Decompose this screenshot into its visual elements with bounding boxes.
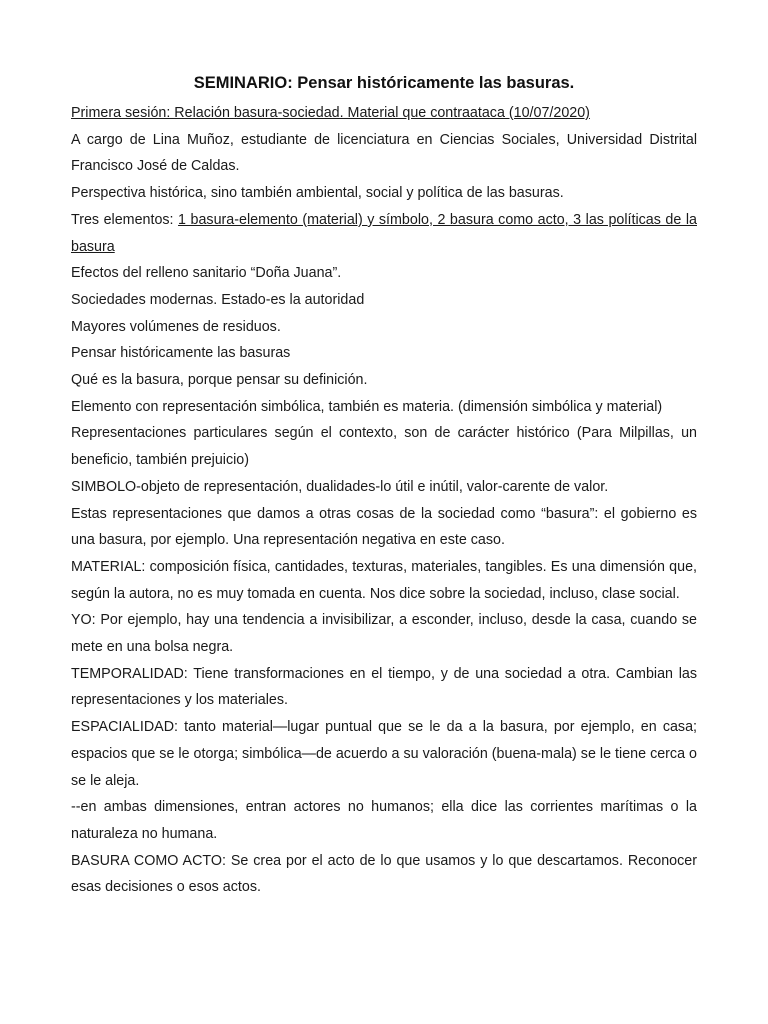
note-paragraph: Qué es la basura, porque pensar su definición. xyxy=(71,372,368,389)
elements-line xyxy=(71,207,697,260)
note-paragraph: Sociedades modernas. Estado-es la autoridad xyxy=(71,291,365,308)
note-paragraph: Estas representaciones que damos a otras cosas de la sociedad como “basura”: el gobierno es una basura, por ejemplo. Una representación negativa en este caso. xyxy=(71,505,697,549)
elements-prefix: Tres elementos: xyxy=(71,211,179,228)
note-paragraph: MATERIAL: composición física, cantidades, texturas, materiales, tangibles. Es una dimensión que, según la autora, no es muy tomada en cuenta. Nos dice sobre la sociedad, incluso, clase social. xyxy=(71,558,697,602)
note-paragraph: YO: Por ejemplo, hay una tendencia a invisibilizar, a esconder, incluso, desde la casa, cuando se mete en una bolsa negra. xyxy=(71,612,697,656)
note-paragraph: TEMPORALIDAD: Tiene transformaciones en el tiempo, y de una sociedad a otra. Cambian las representaciones y los materiales. xyxy=(71,665,697,709)
document-title: SEMINARIO: Pensar históricamente las basuras. xyxy=(193,74,575,92)
elements-list: 1 basura-elemento (material) y símbolo, 2 basura como acto, 3 las políticas de la basura xyxy=(71,211,697,255)
session-header: Primera sesión: Relación basura-sociedad. Material que contraataca (10/07/2020) xyxy=(71,105,590,121)
note-paragraph: BASURA COMO ACTO: Se crea por el acto de lo que usamos y lo que descartamos. Reconocer esas decisiones o esos actos. xyxy=(71,852,697,896)
note-paragraph: --en ambas dimensiones, entran actores no humanos; ella dice las corrientes marítimas o la naturaleza no humana. xyxy=(71,799,697,842)
perspective-line: Perspectiva histórica, sino también ambiental, social y política de las basuras. xyxy=(71,185,564,202)
note-paragraph: Mayores volúmenes de residuos. xyxy=(71,318,281,335)
note-paragraph: ESPACIALIDAD: tanto material—lugar puntual que se le da a la basura, por ejemplo, en casa; espacios que se le otorga; simbólica—de acuerdo a su valoración (buena-mala) se le tiene cerca o se le aleja. xyxy=(71,719,697,789)
note-paragraph: Efectos del relleno sanitario “Doña Juana”. xyxy=(71,265,342,282)
note-paragraph: Pensar históricamente las basuras xyxy=(71,345,291,362)
note-paragraph: Representaciones particulares según el contexto, son de carácter histórico (Para Milpillas, un beneficio, también prejuicio) xyxy=(71,425,697,469)
note-paragraph: Elemento con representación simbólica, también es materia. (dimensión simbólica y material) xyxy=(71,398,663,415)
note-paragraph: SIMBOLO-objeto de representación, dualidades-lo útil e inútil, valor-carente de valor. xyxy=(71,478,609,495)
presenter-line: A cargo de Lina Muñoz, estudiante de licenciatura en Ciencias Sociales, Universidad Distrital Francisco José de Caldas. xyxy=(71,131,697,175)
